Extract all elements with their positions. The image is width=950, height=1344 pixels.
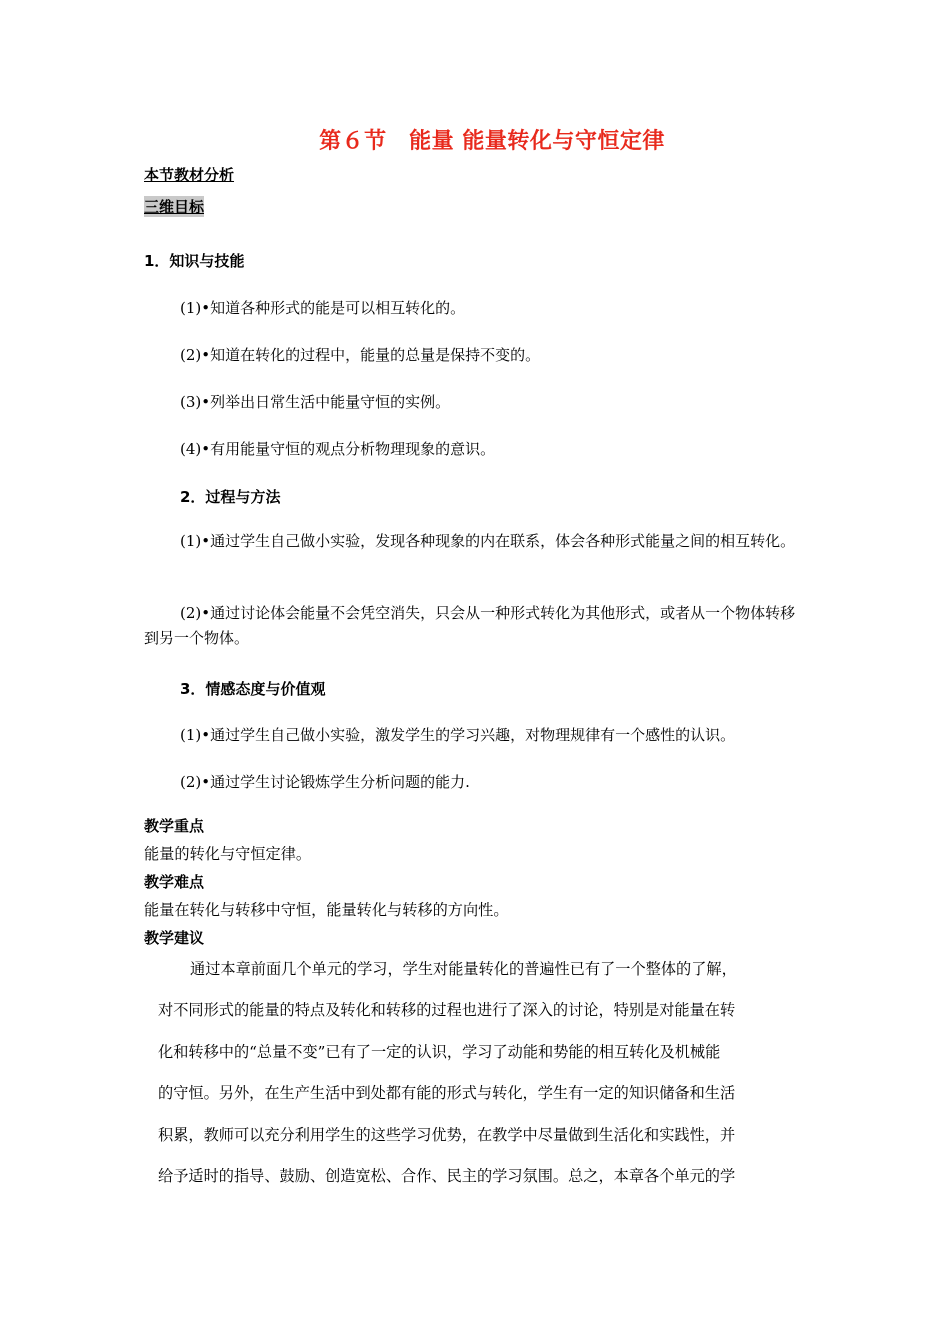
attitude-item: (2)•通过学生讨论锻炼学生分析问题的能力. [180,773,470,791]
suggestion-line: 通过本章前面几个单元的学习，学生对能量转化的普遍性已有了一个整体的了解， [190,960,737,978]
knowledge-item: (4)•有用能量守恒的观点分析物理现象的意识。 [180,440,496,458]
key-point-heading: 教学重点 [144,817,205,835]
key-point-text: 能量的转化与守恒定律。 [144,845,312,863]
three-goals-heading: 三维目标 [144,198,205,216]
process-item: (1)•通过学生自己做小实验，发现各种现象的内在联系，体会各种形式能量之间的相互转化。 [180,532,796,550]
suggestion-line: 给予适时的指导、鼓励、创造宽松、合作、民主的学习氛围。总之，本章各个单元的学 [158,1167,736,1185]
attitude-item: (1)•通过学生自己做小实验，激发学生的学习兴趣，对物理规律有一个感性的认识。 [180,726,736,744]
knowledge-item: (3)•列举出日常生活中能量守恒的实例。 [180,393,451,411]
suggestion-line: 对不同形式的能量的特点及转化和转移的过程也进行了深入的讨论，特别是对能量在转 [158,1001,736,1019]
knowledge-heading: 1．知识与技能 [144,252,245,270]
section-analysis-heading: 本节教材分析 [144,166,235,184]
process-heading: 2．过程与方法 [180,488,281,506]
knowledge-item: (2)•知道在转化的过程中，能量的总量是保持不变的。 [180,346,541,364]
page-title: 第６节 能量 能量转化与守恒定律 [319,129,665,154]
process-item: (2)•通过讨论体会能量不会凭空消失，只会从一种形式转化为其他形式，或者从一个物体转移到另一个物体。 [144,604,796,647]
suggestion-line: 的守恒。另外，在生产生活中到处都有能的形式与转化，学生有一定的知识储备和生活 [158,1084,736,1102]
difficulty-text: 能量在转化与转移中守恒，能量转化与转移的方向性。 [144,901,509,919]
suggestion-line: 化和转移中的“总量不变”已有了一定的认识，学习了动能和势能的相互转化及机械能 [158,1043,721,1061]
suggestion-heading: 教学建议 [144,929,205,947]
difficulty-heading: 教学难点 [144,873,205,891]
suggestion-line: 积累，教师可以充分利用学生的这些学习优势，在教学中尽量做到生活化和实践性，并 [158,1126,736,1144]
attitude-heading: 3．情感态度与价值观 [180,680,326,698]
knowledge-item: (1)•知道各种形式的能是可以相互转化的。 [180,299,466,317]
